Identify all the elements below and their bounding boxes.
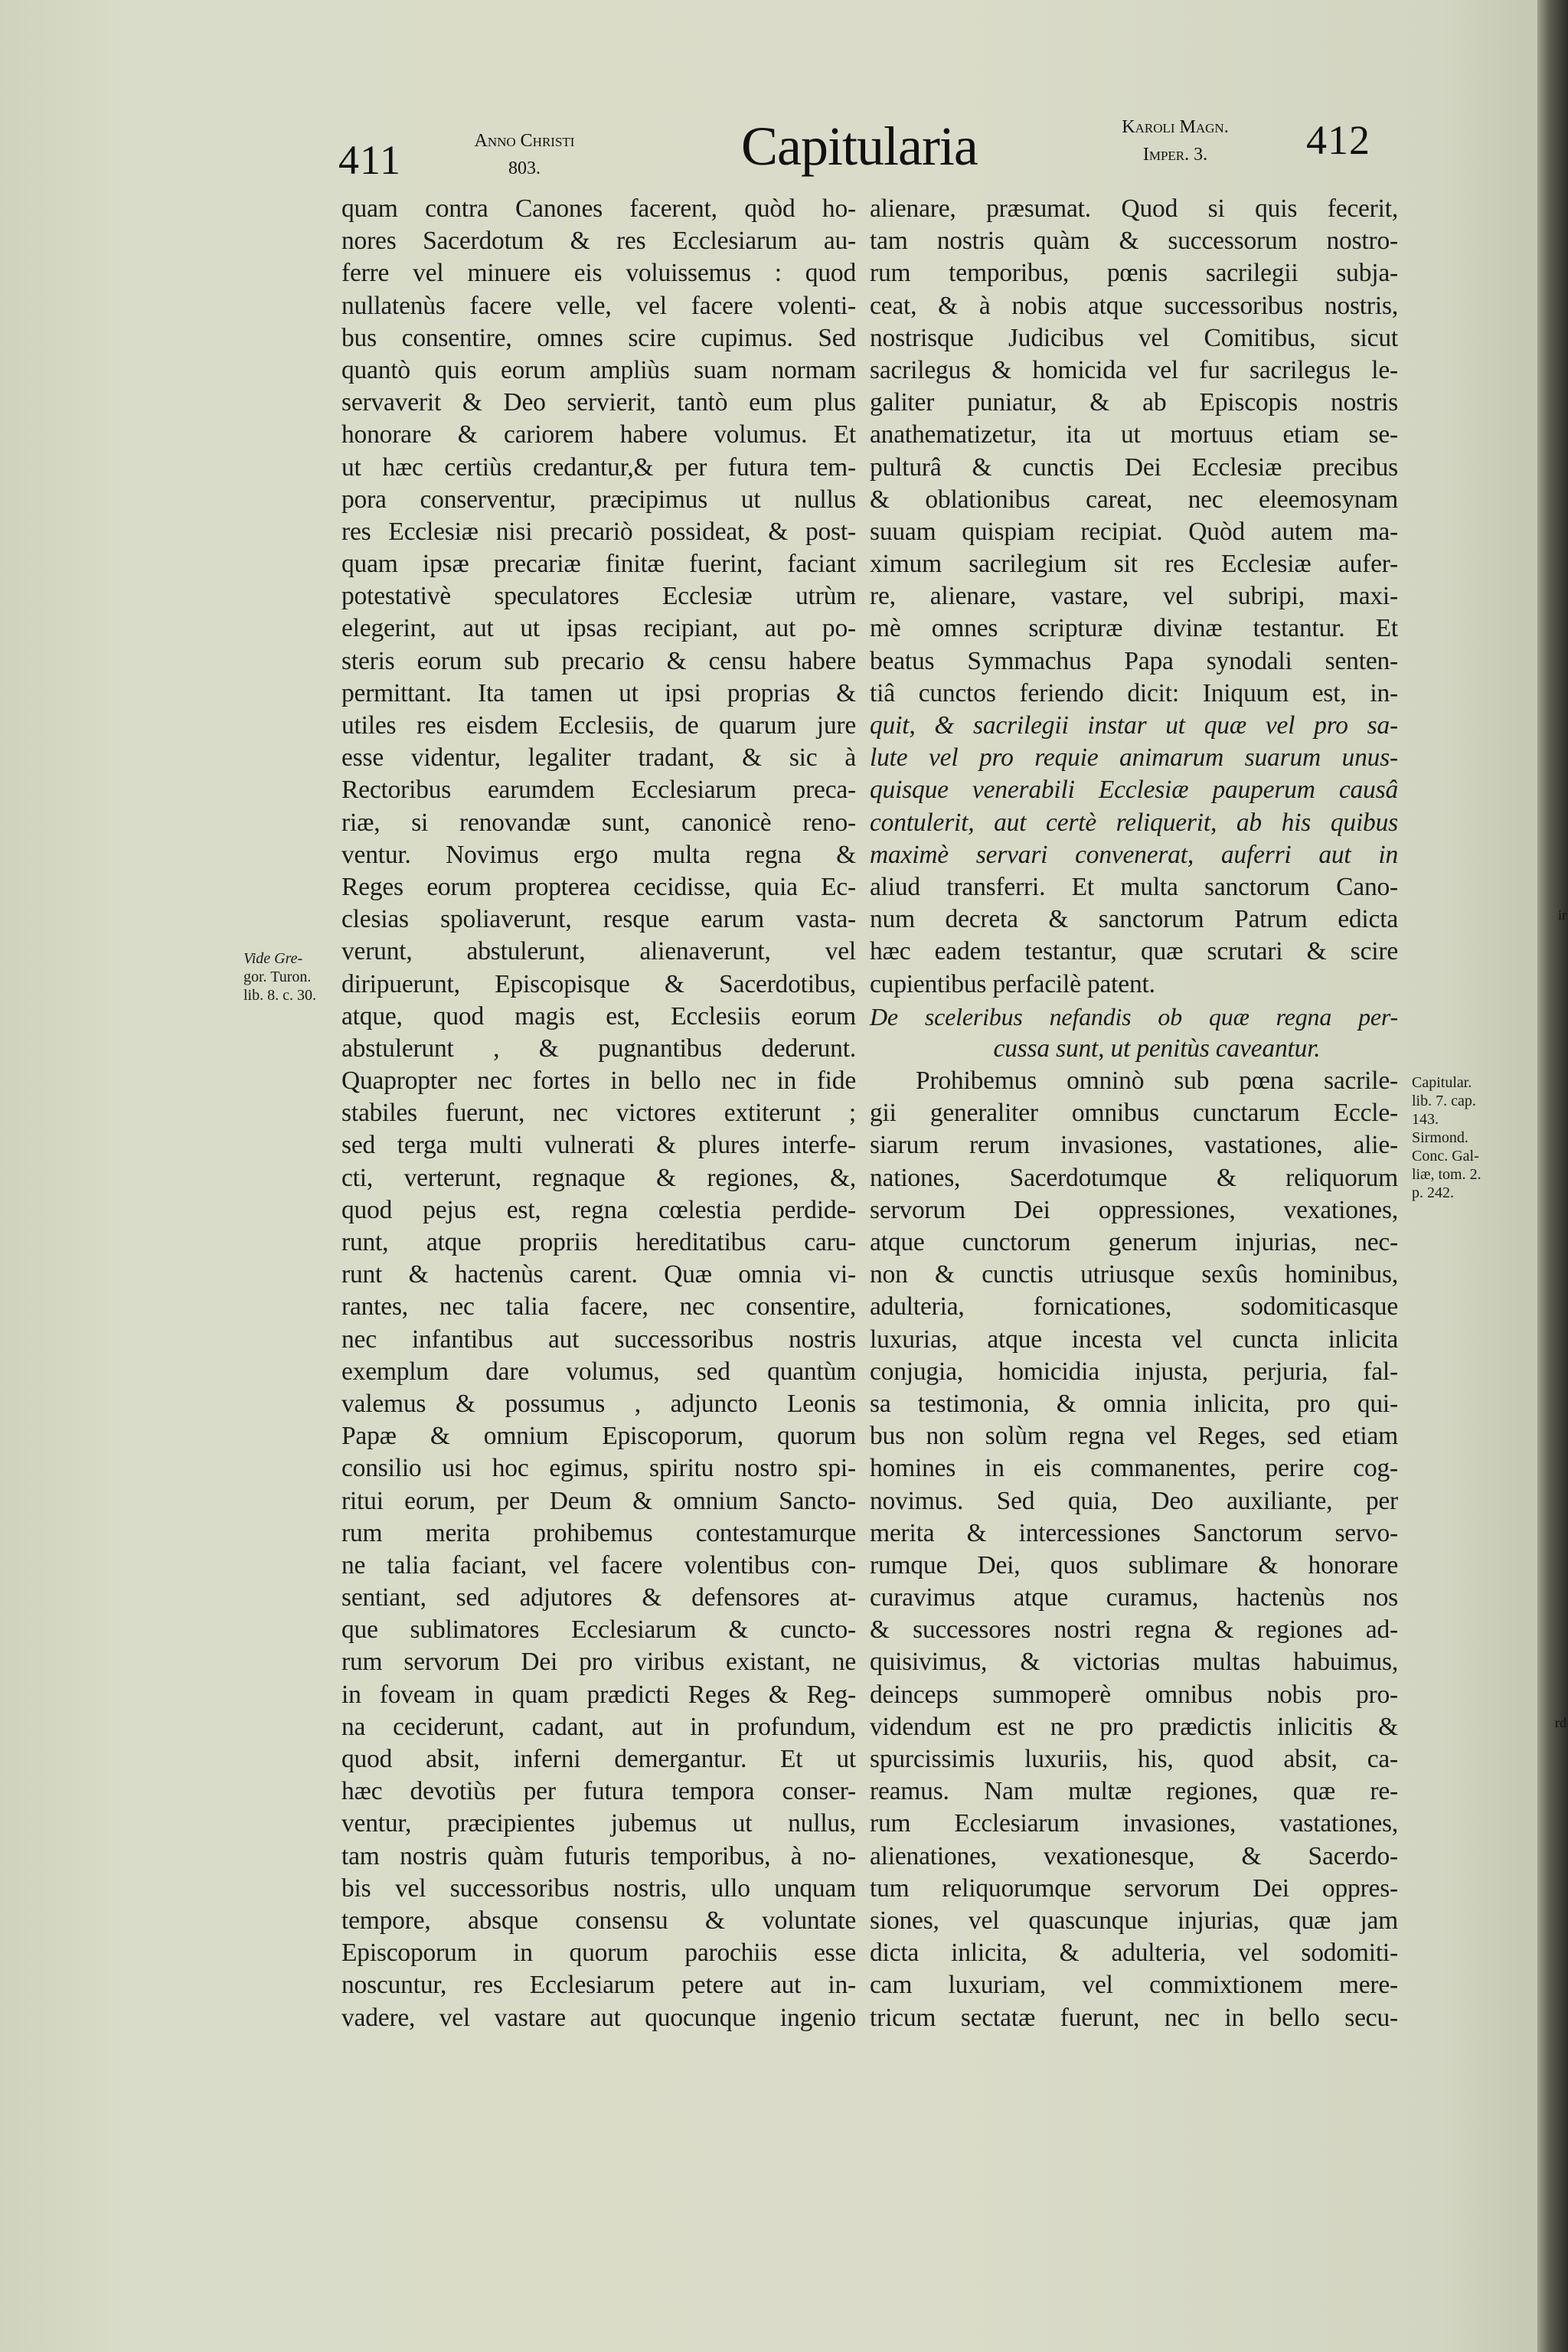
text-line: novimus. Sed quia, Deo auxiliante, per: [870, 1486, 1398, 1515]
text-line: pora conserventur, præcipimus ut nullus: [341, 485, 856, 514]
text-line: gii generaliter omnibus cunctarum Eccle-: [870, 1099, 1398, 1128]
marginal-note-line: gor. Turon.: [243, 969, 312, 985]
quotation-line: lute vel pro requie animarum suarum unus-: [870, 743, 1398, 773]
text-line: aliud transferri. Et multa sanctorum Cano-: [870, 872, 1398, 901]
text-line: rantes, nec talia facere, nec consentire,: [341, 1292, 856, 1321]
text-line: consilio usi hoc egimus, spiritu nostro spi-: [341, 1454, 856, 1483]
text-line: quam contra Canones facerent, quòd ho-: [341, 194, 856, 223]
text-line: na ceciderunt, cadant, aut in profundum,: [341, 1712, 856, 1741]
text-line: & successores nostri regna & regiones ad-: [870, 1615, 1398, 1645]
text-line: deinceps summoperè omnibus nobis pro-: [870, 1680, 1398, 1709]
section-heading: cussa sunt, ut penitùs caveantur.: [993, 1034, 1321, 1063]
running-head-reign: Imper. 3.: [1142, 145, 1208, 165]
text-line: tempore, absque consensu & voluntate: [341, 1906, 856, 1935]
text-line: nostrisque Judicibus vel Comitibus, sicut: [870, 323, 1398, 352]
text-line: runt & hactenùs carent. Quæ omnia vi-: [341, 1260, 856, 1289]
text-line: tricum sectatæ fuerunt, nec in bello secu-: [870, 2003, 1398, 2032]
marginal-note-line: 143.: [1412, 1111, 1439, 1128]
text-line: res Ecclesiæ nisi precariò possideat, & post-: [341, 517, 856, 546]
text-line: in foveam in quam prædicti Reges & Reg-: [341, 1680, 856, 1709]
text-line: tum reliquorumque servorum Dei oppres-: [870, 1873, 1398, 1903]
quotation-line: maximè servari convenerat, auferri aut in: [870, 840, 1398, 869]
text-line: adulteria, fornicationes, sodomiticasque: [870, 1292, 1398, 1321]
text-line: hæc devotiùs per futura tempora conser-: [341, 1777, 856, 1806]
text-line: nores Sacerdotum & res Ecclesiarum au-: [341, 227, 856, 256]
text-line: exemplum dare volumus, sed quantùm: [341, 1357, 856, 1386]
marginal-note-line: Conc. Gal-: [1412, 1148, 1479, 1165]
text-line: Prohibemus omninò sub pœna sacrile-: [916, 1067, 1398, 1096]
text-line: nationes, Sacerdotumque & reliquorum: [870, 1163, 1398, 1192]
text-line: ventur. Novimus ergo multa regna &: [341, 840, 856, 869]
text-line: Quapropter nec fortes in bello nec in fide: [341, 1067, 856, 1096]
marginal-note-left: [243, 949, 316, 1004]
text-line: anathematizetur, ita ut mortuus etiam se-: [870, 420, 1398, 449]
quotation-line: contulerit, aut certè reliquerit, ab his quibus: [870, 808, 1398, 837]
text-line: elegerint, aut ut ipsas recipiant, aut po-: [341, 614, 856, 643]
page-edge: [1537, 0, 1568, 2352]
text-line: cti, verterunt, regnaque & regiones, &,: [341, 1163, 856, 1192]
text-line: bus consentire, omnes scire cupimus. Sed: [341, 323, 856, 352]
text-line: ximum sacrilegium sit res Ecclesiæ aufer-: [870, 550, 1398, 579]
text-line: quam ipsæ precariæ finitæ fuerint, faciant: [341, 550, 856, 579]
page-number-right: 412: [1306, 117, 1370, 163]
text-line: sa testimonia, & omnia inlicita, pro qui-: [870, 1389, 1398, 1418]
marginal-note-right: [1412, 1073, 1481, 1202]
text-line: siones, vel quascunque injurias, quæ jam: [870, 1906, 1398, 1935]
text-line: ventur, præcipientes jubemus ut nullus,: [341, 1809, 856, 1838]
text-line: cam luxuriam, vel commixtionem mere-: [870, 1971, 1398, 2000]
text-line: esse videntur, legaliter tradant, & sic à: [341, 743, 856, 773]
running-head-author: Karoli Magn.: [1122, 117, 1229, 137]
text-line: nec infantibus aut successoribus nostris: [341, 1325, 856, 1354]
text-line: quod absit, inferni demergantur. Et ut: [341, 1745, 856, 1773]
text-line: bus non solùm regna vel Reges, sed etiam: [870, 1422, 1398, 1451]
text-line: runt, atque propriis hereditatibus caru-: [341, 1228, 856, 1256]
text-line: servorum Dei oppressiones, vexationes,: [870, 1195, 1398, 1224]
page-number-left: 411: [338, 137, 401, 183]
text-line: rumque Dei, quos sublimare & honorare: [870, 1550, 1398, 1579]
text-line: mè omnes scripturæ divinæ testantur. Et: [870, 614, 1398, 643]
edge-mark: rd: [1555, 1715, 1566, 1730]
text-line: galiter puniatur, & ab Episcopis nostris: [870, 388, 1398, 417]
text-line: atque, quod magis est, Ecclesiis eorum: [341, 1001, 856, 1031]
text-line: ne talia faciant, vel facere volentibus con-: [341, 1550, 856, 1579]
text-line: potestativè speculatores Ecclesiæ utrùm: [341, 582, 856, 611]
text-line: honorare & cariorem habere volumus. Et: [341, 420, 856, 449]
text-line: noscuntur, res Ecclesiarum petere aut in-: [341, 1971, 856, 2000]
text-line: nullatenùs facere velle, vel facere volenti-: [341, 291, 856, 320]
quotation-line: quisque venerabili Ecclesiæ pauperum causâ: [870, 776, 1398, 805]
edge-mark: ir: [1558, 907, 1566, 923]
text-line: siarum rerum invasiones, vastationes, alie-: [870, 1131, 1398, 1160]
running-head-right: [1064, 113, 1286, 168]
text-column-right: [870, 193, 1398, 2034]
text-line: & oblationibus careat, nec eleemosynam: [870, 485, 1398, 514]
text-line: rum temporibus, pœnis sacrilegii subja-: [870, 259, 1398, 288]
marginal-note-line: liæ, tom. 2.: [1412, 1166, 1481, 1183]
text-line: sacrilegus & homicida vel fur sacrilegus le-: [870, 355, 1398, 384]
text-line: ritui eorum, per Deum & omnium Sancto-: [341, 1486, 856, 1515]
text-line: ceat, & à nobis atque successoribus nostris,: [870, 291, 1398, 320]
text-line: valemus & possumus , adjuncto Leonis: [341, 1389, 856, 1418]
text-line: cupientibus perfacilè patent.: [870, 969, 1155, 998]
text-line: non & cunctis utriusque sexûs hominibus,: [870, 1260, 1398, 1289]
text-line: vadere, vel vastare aut quocunque ingenio: [341, 2003, 856, 2032]
quotation-line: quit, & sacrilegii instar ut quæ vel pro sa-: [870, 711, 1398, 740]
text-line: Rectoribus earumdem Ecclesiarum preca-: [341, 776, 856, 805]
text-line: rum servorum Dei pro viribus existant, ne: [341, 1648, 856, 1677]
text-line: riæ, si renovandæ sunt, canonicè reno-: [341, 808, 856, 837]
text-line: alienare, præsumat. Quod si quis fecerit,: [870, 194, 1398, 223]
marginal-note-line: Sirmond.: [1412, 1129, 1468, 1146]
text-line: steris eorum sub precario & censu habere: [341, 646, 856, 675]
text-line: rum merita prohibemus contestamurque: [341, 1518, 856, 1547]
text-line: quisivimus, & victorias multas habuimus,: [870, 1648, 1398, 1677]
text-line: Reges eorum propterea cecidisse, quia Ec-: [341, 872, 856, 901]
text-line: verunt, abstulerunt, alienaverunt, vel: [341, 937, 856, 966]
marginal-note-line: Vide Gre-: [243, 950, 303, 967]
text-line: curavimus atque curamus, hactenùs nos: [870, 1583, 1398, 1612]
text-line: dicta inlicita, & adulteria, vel sodomiti-: [870, 1939, 1398, 1968]
marginal-note-line: Capitular.: [1412, 1074, 1472, 1091]
text-line: reamus. Nam multæ regiones, quæ re-: [870, 1777, 1398, 1806]
text-line: pulturâ & cunctis Dei Ecclesiæ precibus: [870, 452, 1398, 482]
text-line: Papæ & omnium Episcoporum, quorum: [341, 1422, 856, 1451]
text-line: bis vel successoribus nostris, ullo unquam: [341, 1873, 856, 1903]
marginal-note-line: lib. 7. cap.: [1412, 1093, 1476, 1109]
text-line: quod pejus est, regna cœlestia perdide-: [341, 1195, 856, 1224]
text-line: tiâ cunctos feriendo dicit: Iniquum est, in-: [870, 678, 1398, 707]
text-line: atque cunctorum generum injurias, nec-: [870, 1228, 1398, 1256]
text-line: conjugia, homicidia injusta, perjuria, fal-: [870, 1357, 1398, 1386]
text-line: rum Ecclesiarum invasiones, vastationes,: [870, 1809, 1398, 1838]
text-line: ut hæc certiùs credantur,& per futura tem-: [341, 452, 856, 482]
text-line: abstulerunt , & pugnantibus dederunt.: [341, 1034, 856, 1063]
text-line: quantò quis eorum ampliùs suam normam: [341, 355, 856, 384]
text-line: re, alienare, vastare, vel subripi, maxi-: [870, 582, 1398, 611]
text-line: suuam quispiam recipiat. Quòd autem ma-: [870, 517, 1398, 546]
text-line: hæc eadem testantur, quæ scrutari & scire: [870, 937, 1398, 966]
marginal-note-line: lib. 8. c. 30.: [243, 987, 316, 1004]
running-head-left: [444, 127, 605, 182]
text-line: videndum est ne pro prædictis inlicitis &: [870, 1712, 1398, 1741]
text-line: beatus Symmachus Papa synodali senten-: [870, 646, 1398, 675]
text-line: homines in eis commanentes, perire cog-: [870, 1454, 1398, 1483]
text-line: tam nostris quàm futuris temporibus, à no-: [341, 1841, 856, 1870]
text-line: ferre vel minuere eis voluissemus : quod: [341, 259, 856, 288]
text-line: spurcissimis luxuriis, his, quod absit, ca-: [870, 1745, 1398, 1773]
text-line: clesias spoliaverunt, resque earum vasta-: [341, 905, 856, 934]
running-head-year-label: Anno Christi: [474, 131, 575, 151]
text-line: num decreta & sanctorum Patrum edicta: [870, 905, 1398, 934]
text-line: stabiles fuerunt, nec victores extiterunt ;: [341, 1099, 856, 1128]
text-column-left: [341, 193, 856, 2034]
marginal-note-line: p. 242.: [1412, 1184, 1454, 1201]
running-head-year: 803.: [508, 158, 541, 178]
text-line: diripuerunt, Episcopisque & Sacerdotibus,: [341, 969, 856, 998]
text-line: utiles res eisdem Ecclesiis, de quarum jure: [341, 711, 856, 740]
section-heading: De sceleribus nefandis ob quæ regna per-: [870, 1002, 1398, 1031]
text-line: sed terga multi vulnerati & plures interfe-: [341, 1131, 856, 1160]
text-line: alienationes, vexationesque, & Sacerdo-: [870, 1841, 1398, 1870]
page-title: Capitularia: [741, 116, 978, 177]
text-line: Episcoporum in quorum parochiis esse: [341, 1939, 856, 1968]
text-line: luxurias, atque incesta vel cuncta inlicita: [870, 1325, 1398, 1354]
text-line: tam nostris quàm & successorum nostro-: [870, 227, 1398, 256]
text-line: sentiant, sed adjutores & defensores at-: [341, 1583, 856, 1612]
text-line: permittant. Ita tamen ut ipsi proprias &: [341, 678, 856, 707]
text-line: que sublimatores Ecclesiarum & cuncto-: [341, 1615, 856, 1645]
text-line: servaverit & Deo servierit, tantò eum plus: [341, 388, 856, 417]
text-line: merita & intercessiones Sanctorum servo-: [870, 1518, 1398, 1547]
